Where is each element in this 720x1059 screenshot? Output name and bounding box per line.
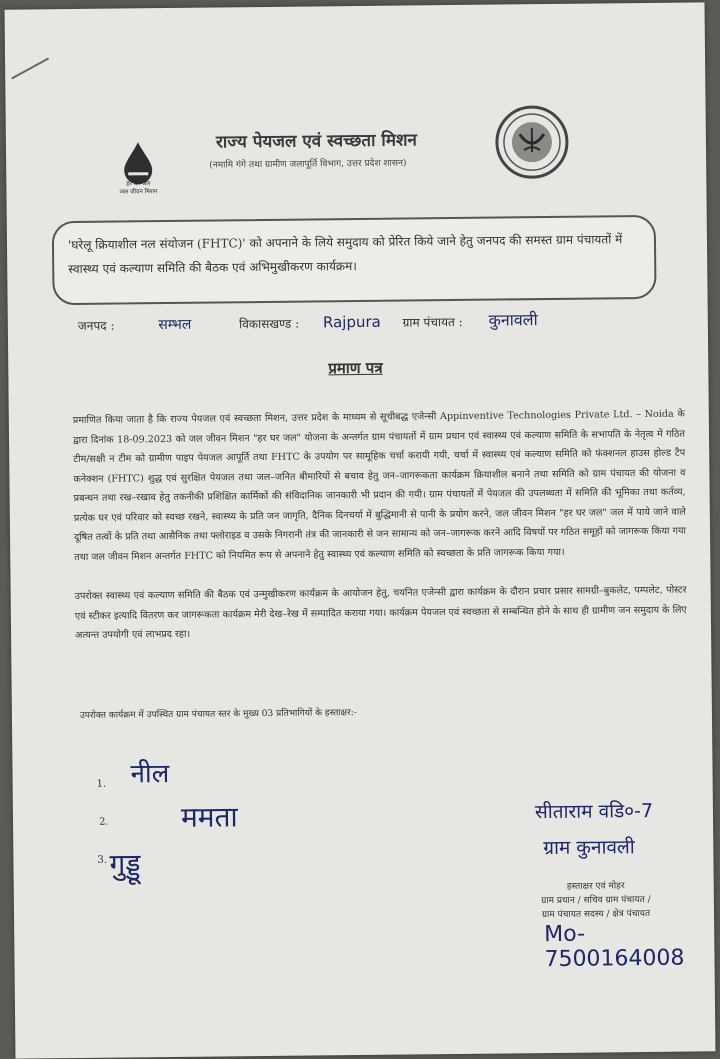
- participant-signature-2: ममता: [180, 800, 238, 834]
- pen-scratch: [11, 57, 49, 79]
- location-fields: [78, 307, 668, 335]
- participant-signature-1: नील: [130, 759, 170, 790]
- certificate-title: प्रमाण पत्र: [328, 358, 383, 378]
- district-label: जनपद :: [77, 318, 115, 333]
- certificate-paragraph-1: प्रमाणित किया जाता है कि राज्य पेयजल एवं स्वच्छता मिशन, उत्तर प्रदेश के माध्यम से सूचीबद्ध एजेन्सी Appinventive Technologies Private Ltd. – Noida के द्वारा दिनांक 18-09.2023 को जल जीवन मिशन "हर घर जल" योजना के अन्तर्गत ग्राम पंचायतों में ग्राम प्रधान एवं स्वास्थ्य एवं कल्याण समिति के सभापति के नेतृत्व में गठित टीम/सक्षी न टीम को ग्रामीण पाइप पेयजल आपूर्ति तथा FHTC के उपयोग पर सामूहिक चर्चा करायी गयी, चर्चा में स्वास्थ्य एवं कल्याण समिति को फंक्शनल हाउस होल्ड टैप कनेक्शन (FHTC) शुद्ध एवं सुरक्षित पेयजल तथा जल–जनित बीमारियों से बचाव हेतु जन–जागरूकता कार्यक्रम क्रियाशील बनाने तथा समिति को ग्राम पंचायत की योजना व प्रबन्धन तथा रख–रखाव हेतु तकनीकी प्रशिक्षित कार्मिकों की संविदानिक जानकारी भी प्रदान की गयी। ग्राम पंचायतों में पेयजल की उपलब्धता में समिति की भूमिका तथा कर्तव्य, प्रत्येक घर एवं परिवार को स्वच्छ रखने, स्वास्थ्य के प्रति जन जागृति, दैनिक दिनचर्या में बुद्धिमानी से पानी के प्रयोग करने, जल जीवन मिशन "हर घर जल" जल में पाये जाने वाले दूषित तत्वों के प्रति तथा आसैनिक तथा फ्लोराइड व उसके निगरानी तंत्र की जानकारी से जन सामान्य को जन–जागरूक करने आदि विषयों पर गठित समूहों को जागरूक किया गया तथा जल जीवन मिशन अन्तर्गत FHTC को नियमित रूप से अपनाने हेतु स्वास्थ्य एवं कल्याण समिति को स्वच्छता के प्रति जागरूक किया गया।: [72, 408, 687, 563]
- panchayat-label: ग्राम पंचायत :: [402, 314, 463, 330]
- program-banner: [52, 215, 657, 305]
- logo-subtext: जल जीवन मिशन: [119, 188, 158, 196]
- up-govt-emblem: [494, 104, 571, 181]
- signature-number-1: 1.: [96, 778, 107, 790]
- block-value: Rajpura: [322, 312, 381, 332]
- block-label: विकासखण्ड :: [239, 316, 300, 332]
- signature-number-2: 2.: [98, 816, 109, 828]
- har-ghar-jal-logo: [114, 140, 163, 210]
- pradhan-signature-name: सीताराम वडि०-7: [534, 799, 654, 824]
- stamp-line-2: ग्राम प्रधान / सचिव ग्राम पंचायत /: [541, 894, 651, 907]
- stamp-line-3: ग्राम पंचायत सदस्य / क्षेत्र पंचायत: [541, 908, 651, 921]
- panchayat-value: कुनावली: [488, 310, 538, 330]
- mission-title: राज्य पेयजल एवं स्वच्छता मिशन: [215, 130, 418, 153]
- signature-stamp-block: [506, 879, 686, 923]
- signature-number-3: 3.: [97, 854, 108, 866]
- mission-subtitle: (नमामि गंगे तथा ग्रामीण जलापूर्ति विभाग, उत्तर प्रदेश शासन): [209, 158, 407, 171]
- mobile-number: Mo-7500164008: [544, 921, 685, 973]
- participants-heading: उपरोक्त कार्यक्रम में उपस्थित ग्राम पंचायत स्तर के मुख्य 03 प्रतिभागियों के हस्ताक्षर:-: [79, 708, 357, 721]
- logo-text: हर घर जल: [126, 180, 151, 188]
- stamp-line-1: हस्ताक्षर एवं मोहर: [566, 881, 625, 892]
- document-page: [5, 2, 716, 1058]
- district-value: सम्भल: [158, 316, 192, 334]
- banner-text: 'घरेलू क्रियाशील नल संयोजन (FHTC)' को अपनाने के लिये समुदाय को प्रेरित किये जाने हेतु जनपद की समस्त ग्राम पंचायतों में स्वास्थ्य एवं कल्याण समिति की बैठक एवं अभिमुखीकरण कार्यक्रम।: [67, 232, 623, 277]
- participant-signature-3: गुड्डू: [109, 847, 141, 881]
- pradhan-signature-village: ग्राम कुनावली: [543, 836, 635, 860]
- certificate-paragraph-2: उपरोक्त स्वास्थ्य एवं कल्याण समिति की बैठक एवं उन्मुखीकरण कार्यक्रम के आयोजन हेतु, चयनित एजेन्सी द्वारा कार्यक्रम के दौरान प्रचार प्रसार सामग्री–बुकलेट, पम्पलेट, पोस्टर एवं स्टीकर इत्यादि वितरण कर जागरूकता कार्यक्रम मेरी देख–रेख में सम्पादित कराया गया। कार्यक्रम पेयजल एवं स्वच्छता से सम्बन्धित होने के साथ ही ग्रामीण जन समुदाय के लिए अत्यन्त उपयोगी एवं लाभप्रद रहा।: [74, 584, 687, 641]
